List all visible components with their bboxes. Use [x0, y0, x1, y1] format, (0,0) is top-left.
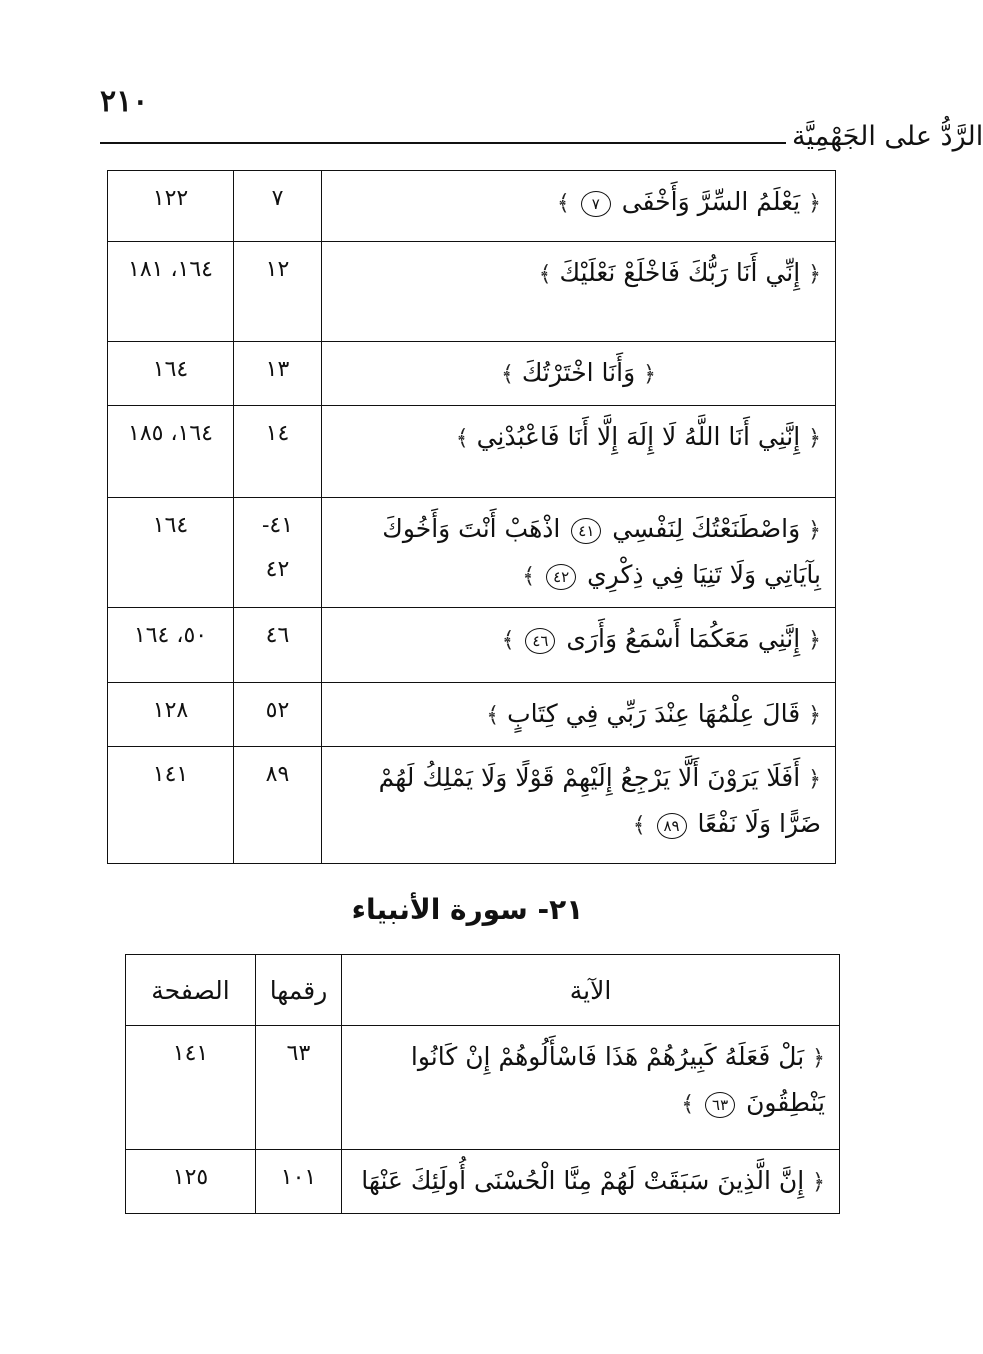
ornament-bracket-close-icon: ﴾ [681, 1092, 695, 1117]
ornament-bracket-close-icon: ﴾ [486, 703, 500, 728]
table-row [108, 406, 836, 498]
verse-cell [322, 747, 836, 864]
table-row [108, 747, 836, 864]
page-ref: ١٦٤، ١٨١ [108, 242, 234, 342]
ornament-bracket-open-icon: ﴿ [808, 518, 821, 543]
verse-cell [322, 406, 836, 498]
verse-cell [342, 1150, 840, 1214]
column-header-verse: الآية [342, 955, 840, 1026]
verse-text: أَفَلَا يَرَوْنَ أَلَّا يَرْجِعُ إِلَيْهِمْ قَوْلًا وَلَا يَمْلِكُ لَهُمْ ضَرًّا وَلَا نَفْعًا [378, 763, 821, 838]
ornament-bracket-open-icon: ﴿ [808, 262, 821, 287]
page-number: ٢١٠ [100, 84, 149, 119]
ornament-bracket-close-icon: ﴾ [556, 191, 570, 216]
ornament-bracket-open-icon: ﴿ [808, 426, 821, 451]
table-row [108, 683, 836, 747]
verse-text-continued: اذْهَبْ أَنْتَ وَأَخُوكَ بِآيَاتِي وَلَا تَنِيَا فِي ذِكْرِي [382, 514, 821, 589]
ornament-bracket-open-icon: ﴿ [812, 1046, 825, 1071]
ornament-bracket-close-icon: ﴾ [632, 813, 646, 838]
verse-end-mark-icon: ٤٦ [525, 628, 555, 654]
page-ref: ١٦٤ [108, 498, 234, 608]
verse-end-mark-icon: ٦٣ [705, 1092, 735, 1118]
verse-text: إِنَّنِي أَنَا اللَّهُ لَا إِلَهَ إِلَّا أَنَا فَاعْبُدْنِي [476, 422, 801, 451]
ornament-bracket-close-icon: ﴾ [501, 628, 515, 653]
verse-cell [322, 342, 836, 406]
section-title: ٢١- سورة الأنبياء [351, 893, 584, 926]
ornament-bracket-open-icon: ﴿ [808, 703, 821, 728]
ornament-bracket-close-icon: ﴾ [522, 564, 536, 589]
ornament-bracket-open-icon: ﴿ [808, 767, 821, 792]
verse-number: ١٤ [234, 406, 322, 498]
verse-text: إِنَّنِي مَعَكُمَا أَسْمَعُ وَأَرَى [566, 624, 801, 653]
table-row [108, 498, 836, 608]
running-title: الرَّدُّ على الجَهْمِيَّة [792, 121, 983, 152]
verses-table-anbiya [125, 954, 840, 1214]
ornament-bracket-close-icon: ﴾ [538, 262, 552, 287]
ornament-bracket-open-icon: ﴿ [808, 191, 821, 216]
table-header-row [126, 955, 840, 1026]
table-row [108, 342, 836, 406]
column-header-page: الصفحة [126, 955, 256, 1026]
page-ref: ٥٠، ١٦٤ [108, 608, 234, 683]
page-ref: ١٢٨ [108, 683, 234, 747]
table-row [108, 608, 836, 683]
page-ref: ١٢٢ [108, 171, 234, 242]
verse-end-mark-icon: ٨٩ [657, 813, 687, 839]
verse-end-mark-icon: ٤١ [571, 518, 601, 544]
verse-end-mark-icon: ٤٢ [546, 564, 576, 590]
table-row [108, 171, 836, 242]
table-row [126, 1150, 840, 1214]
verse-cell [322, 242, 836, 342]
ornament-bracket-open-icon: ﴿ [808, 628, 821, 653]
table-row [126, 1026, 840, 1150]
verses-table-taha [107, 170, 836, 864]
page-ref: ١٤١ [108, 747, 234, 864]
verse-text: وَاصْطَنَعْتُكَ لِنَفْسِي [612, 514, 801, 543]
verse-text: يَعْلَمُ السِّرَّ وَأَخْفَى [621, 187, 801, 216]
verse-end-mark-icon: ٧ [581, 191, 611, 217]
ornament-bracket-close-icon: ﴾ [501, 362, 514, 387]
verse-text: بَلْ فَعَلَهُ كَبِيرُهُمْ هَذَا فَاسْأَلُوهُمْ إِنْ كَانُوا يَنْطِقُونَ [410, 1042, 825, 1117]
verse-number: ١٢ [234, 242, 322, 342]
verse-text: إِنَّ الَّذِينَ سَبَقَتْ لَهُمْ مِنَّا الْحُسْنَى أُولَئِكَ عَنْهَا [361, 1166, 805, 1195]
verse-number: ٥٢ [234, 683, 322, 747]
verse-text: وَأَنَا اخْتَرْتُكَ [521, 358, 636, 387]
verse-cell [322, 683, 836, 747]
ornament-bracket-close-icon: ﴾ [455, 426, 469, 451]
verse-text: قَالَ عِلْمُهَا عِنْدَ رَبِّي فِي كِتَابٍ [507, 699, 801, 728]
page-ref: ١٢٥ [126, 1150, 256, 1214]
verse-number: ٦٣ [256, 1026, 342, 1150]
verse-number: ٤١- ٤٢ [234, 498, 322, 608]
column-header-number: رقمها [256, 955, 342, 1026]
verse-number: ٨٩ [234, 747, 322, 864]
verse-number: ١٠١ [256, 1150, 342, 1214]
verse-text: إِنِّي أَنَا رَبُّكَ فَاخْلَعْ نَعْلَيْكَ [559, 258, 801, 287]
verse-cell [342, 1026, 840, 1150]
ornament-bracket-open-icon: ﴿ [643, 362, 656, 387]
page-ref: ١٦٤، ١٨٥ [108, 406, 234, 498]
verse-cell [322, 498, 836, 608]
verse-cell [322, 171, 836, 242]
page-ref: ١٤١ [126, 1026, 256, 1150]
table-row [108, 242, 836, 342]
verse-number: ١٣ [234, 342, 322, 406]
verse-cell [322, 608, 836, 683]
header-rule [100, 142, 786, 144]
page-ref: ١٦٤ [108, 342, 234, 406]
verse-number: ٧ [234, 171, 322, 242]
ornament-bracket-open-icon: ﴿ [812, 1170, 825, 1195]
verse-number: ٤٦ [234, 608, 322, 683]
